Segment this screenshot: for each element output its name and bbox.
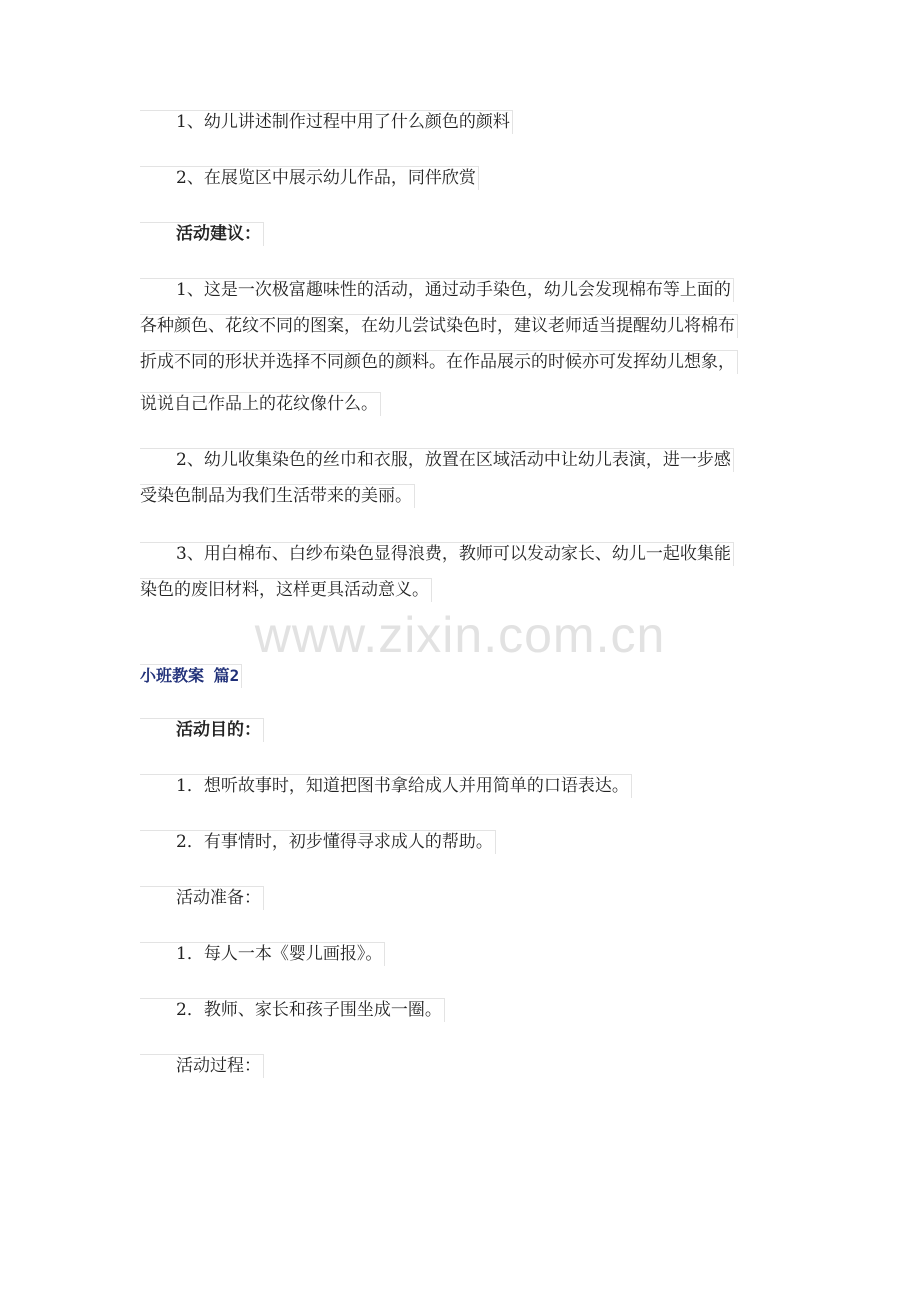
suggestion-3-line-1: 3、用白棉布、白纱布染色显得浪费，教师可以发动家长、幼儿一起收集能: [140, 542, 734, 566]
section-title: 小班教案 篇2: [140, 664, 242, 688]
suggestion-1-line-3: 折成不同的形状并选择不同颜色的颜料。在作品展示的时候亦可发挥幼儿想象，: [140, 350, 738, 374]
process-heading: 活动过程：: [140, 1054, 264, 1078]
goal-heading: 活动目的：: [140, 718, 264, 742]
prep-heading: 活动准备：: [140, 886, 264, 910]
paragraph-item-1: 1、幼儿讲述制作过程中用了什么颜色的颜料: [140, 110, 513, 134]
suggestion-1-line-4: 说说自己作品上的花纹像什么。: [140, 392, 381, 416]
suggestion-heading: 活动建议：: [140, 222, 264, 246]
goal-item-2: 2．有事情时，初步懂得寻求成人的帮助。: [140, 830, 496, 854]
suggestion-2-line-1: 2、幼儿收集染色的丝巾和衣服，放置在区域活动中让幼儿表演，进一步感: [140, 448, 734, 472]
suggestion-1-line-1: 1、这是一次极富趣味性的活动，通过动手染色，幼儿会发现棉布等上面的: [140, 278, 734, 302]
goal-item-1: 1．想听故事时，知道把图书拿给成人并用简单的口语表达。: [140, 774, 632, 798]
suggestion-2-line-2: 受染色制品为我们生活带来的美丽。: [140, 484, 415, 508]
suggestion-1-line-2: 各种颜色、花纹不同的图案，在幼儿尝试染色时，建议老师适当提醒幼儿将棉布: [140, 314, 738, 338]
paragraph-item-2: 2、在展览区中展示幼儿作品，同伴欣赏: [140, 166, 479, 190]
prep-item-2: 2．教师、家长和孩子围坐成一圈。: [140, 998, 445, 1022]
watermark: www.zixin.com.cn: [254, 607, 666, 663]
prep-item-1: 1．每人一本《婴儿画报》。: [140, 942, 385, 966]
suggestion-3-line-2: 染色的废旧材料，这样更具活动意义。: [140, 578, 432, 602]
